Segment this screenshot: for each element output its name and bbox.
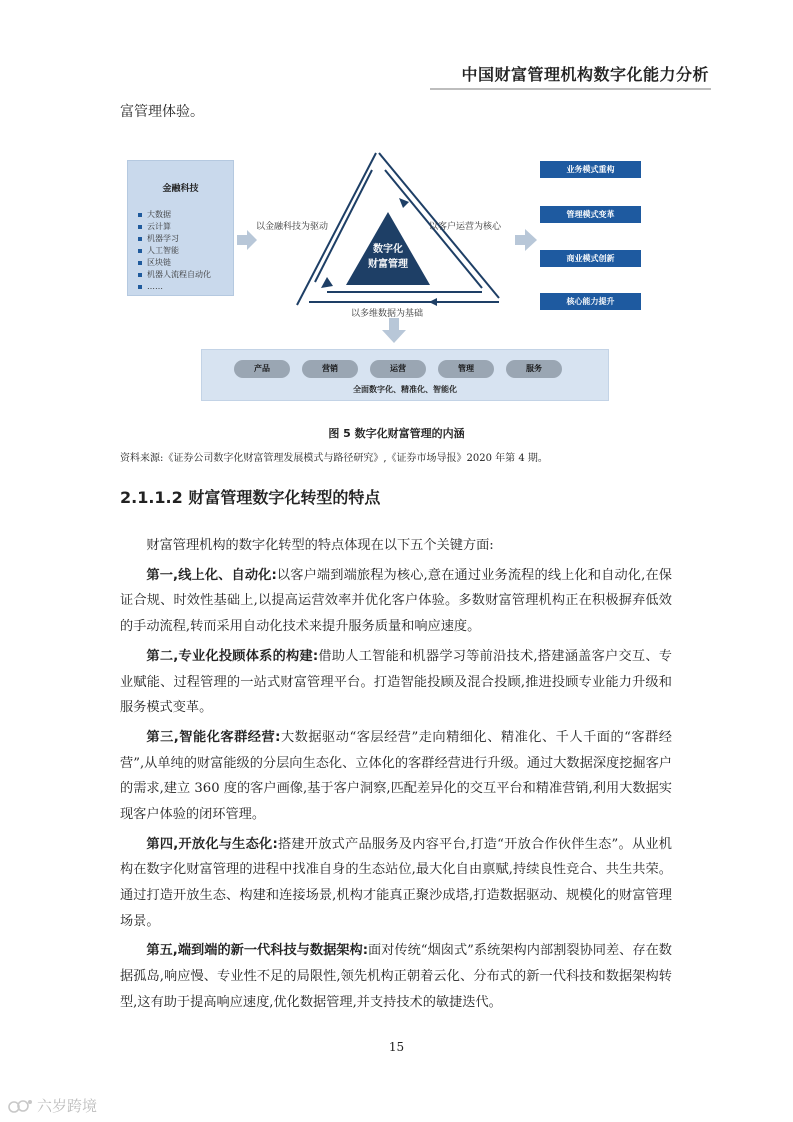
- core-label: 数字化 财富管理: [368, 244, 408, 270]
- header-rule: [430, 88, 711, 90]
- lead-line: 富管理体验。: [120, 104, 204, 120]
- logo-icon: [8, 1098, 34, 1114]
- down-arrow-icon: [382, 318, 406, 343]
- intro-paragraph: 财富管理机构的数字化转型的特点体现在以下五个关键方面:: [146, 538, 494, 553]
- point-lead: 第一,线上化、自动化:: [146, 567, 277, 583]
- arrowhead-icon: [399, 198, 409, 208]
- left-arrow-icon: [237, 230, 257, 250]
- point-lead: 第三,智能化客群经营:: [146, 730, 281, 746]
- base-pill: 管理: [438, 360, 494, 378]
- point-lead: 第二,专业化投顾体系的构建:: [146, 648, 319, 664]
- point-lead: 第五,端到端的新一代科技与数据架构:: [146, 943, 368, 959]
- arrowhead-icon: [321, 277, 333, 288]
- base-panel: [201, 349, 609, 401]
- base-pill: 营销: [302, 360, 358, 378]
- point-text: 以客户端到端旅程为核心,意在通过业务流程的线上化和自动化,在保证合规、时效性基础上,以提高运营效率并优化客户体验。多数财富管理机构正在积极摒弃低效的手动流程,转而采用自动化技术来提升服务质量和响应速度。: [120, 567, 672, 635]
- label-customer-core: 以客户运营为核心: [429, 222, 502, 232]
- figure-caption: 图 5 数字化财富管理的内涵: [328, 427, 465, 440]
- fintech-item: 人工智能: [138, 245, 211, 257]
- watermark: [8, 1095, 97, 1116]
- point-paragraph: [120, 725, 672, 827]
- arrowhead-icon: [429, 298, 437, 306]
- base-pill: 服务: [506, 360, 562, 378]
- base-pill: 运营: [370, 360, 426, 378]
- base-caption: 全面数字化、精准化、智能化: [353, 385, 457, 394]
- fintech-item: 机器学习: [138, 233, 211, 245]
- label-fintech-drive: 以金融科技为驱动: [256, 222, 329, 232]
- body-text: [120, 533, 672, 1019]
- fintech-item: 云计算: [138, 221, 211, 233]
- figure-source: 资料来源:《证券公司数字化财富管理发展模式与路径研究》,《证券市场导报》2020 年第 4 期。: [120, 453, 548, 464]
- outcome-box: 核心能力提升: [540, 293, 641, 310]
- point-paragraph: [120, 644, 672, 721]
- outcome-box: 商业模式创新: [540, 250, 641, 267]
- label-data-base: 以多维数据为基础: [351, 309, 424, 319]
- point-lead: 第四,开放化与生态化:: [146, 836, 278, 852]
- header-title: 中国财富管理机构数字化能力分析: [461, 65, 709, 84]
- fintech-item: 大数据: [138, 209, 211, 221]
- point-text: 大数据驱动“客层经营”走向精细化、精准化、千人千面的“客群经营”,从单纯的财富能级的分层向生态化、立体化的客群经营进行升级。通过大数据深度挖掘客户的需求,建立 360 度的客户画像,基于客户洞察,匹配差异化的交互平台和精准营销,利用大数据实现客户体验的闭环管理。: [120, 730, 672, 822]
- figure-diagram: [127, 150, 667, 410]
- fintech-title: 金融科技: [162, 184, 199, 194]
- fintech-item: 机器人流程自动化: [138, 269, 211, 281]
- point-text: 面对传统“烟囱式”系统架构内部割裂协同差、存在数据孤岛,响应慢、专业性不足的局限性,领先机构正朝着云化、分布式的新一代科技和数据架构转型,这有助于提高响应速度,优化数据管理,并支持技术的敏捷迭代。: [120, 943, 672, 1010]
- point-paragraph: [120, 832, 672, 934]
- point-text: 借助人工智能和机器学习等前沿技术,搭建涵盖客户交互、专业赋能、过程管理的一站式财富管理平台。打造智能投顾及混合投顾,推进投顾专业能力升级和服务模式变革。: [120, 648, 672, 716]
- fintech-item: ……: [138, 281, 211, 293]
- watermark-text: 六岁跨境: [37, 1097, 98, 1115]
- point-paragraph: [120, 563, 672, 640]
- outcome-box: 管理模式变革: [540, 206, 641, 223]
- point-text: 搭建开放式产品服务及内容平台,打造“开放合作伙伴生态”。从业机构在数字化财富管理的进程中找准自身的生态站位,最大化自由禀赋,持续良性竞合、共生共荣。通过打造开放生态、构建和连接场景,机构才能真正聚沙成塔,打造数据驱动、规模化的财富管理场景。: [120, 836, 672, 929]
- page-number: 15: [388, 1040, 405, 1054]
- base-pill: 产品: [234, 360, 290, 378]
- fintech-item: 区块链: [138, 257, 211, 269]
- right-arrow-icon: [515, 229, 537, 251]
- outcome-box: 业务模式重构: [540, 161, 641, 178]
- point-paragraph: [120, 938, 672, 1015]
- section-heading: 2.1.1.2 财富管理数字化转型的特点: [120, 488, 381, 507]
